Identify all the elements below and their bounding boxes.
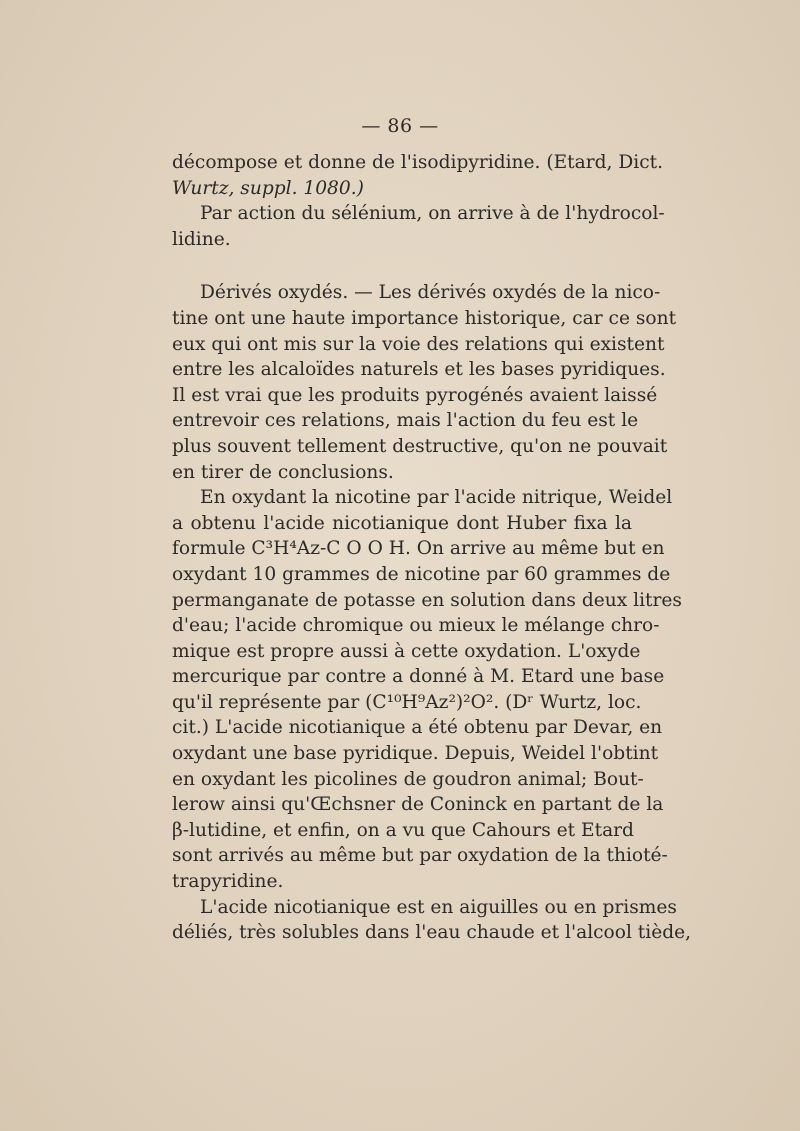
text-line: entre les alcaloïdes naturels et les bases pyridiques. xyxy=(172,359,666,381)
text-line: oxydant 10 grammes de nicotine par 60 grammes de xyxy=(172,563,671,585)
paragraph-gap xyxy=(172,252,632,280)
text-line: d'eau; l'acide chromique ou mieux le mélange chro- xyxy=(172,615,660,637)
body-text xyxy=(172,150,692,946)
text-line: sont arrivés au même but par oxydation de la thioté- xyxy=(172,845,668,867)
text-line: en tirer de conclusions. xyxy=(172,461,394,483)
text-line: en oxydant les picolines de goudron animal; Bout- xyxy=(172,768,644,790)
text-line: permanganate de potasse en solution dans deux litres xyxy=(172,589,682,611)
text-line: oxydant une base pyridique. Depuis, Weidel l'obtint xyxy=(172,743,659,765)
text-line: plus souvent tellement destructive, qu'on ne pouvait xyxy=(172,435,668,457)
text-line: L'acide nicotianique est en aiguilles ou en prismes xyxy=(200,896,677,918)
text-line: mercurique par contre a donné à M. Etard une base xyxy=(172,666,665,688)
text-line: lidine. xyxy=(172,228,231,250)
text-line: Par action du sélénium, on arrive à de l'hydrocol- xyxy=(200,203,665,225)
text-line: lerow ainsi qu'Œchsner de Coninck en partant de la xyxy=(172,794,664,816)
text-line: mique est propre aussi à cette oxydation. L'oxyde xyxy=(172,640,641,662)
text-line: Il est vrai que les produits pyrogénés avaient laissé xyxy=(172,384,658,406)
page-number: — 86 — xyxy=(361,115,439,137)
text-line: trapyridine. xyxy=(172,871,284,893)
text-line: entrevoir ces relations, mais l'action du feu est le xyxy=(172,410,639,432)
section-heading-line: Dérivés oxydés. — Les dérivés oxydés de la nico- xyxy=(200,282,661,304)
text-line: formule C³H⁴Az-C O O H. On arrive au même but en xyxy=(172,538,665,560)
text-line: Wurtz, suppl. 1080.) xyxy=(172,177,364,199)
text-line: En oxydant la nicotine par l'acide nitrique, Weidel xyxy=(200,487,673,509)
text-line: tine ont une haute importance historique, car ce sont xyxy=(172,307,677,329)
text-line: a obtenu l'acide nicotianique dont Huber fixa la xyxy=(172,512,632,534)
text-line: décompose et donne de l'isodipyridine. (Etard, Dict. xyxy=(172,152,663,173)
text-line: β-lutidine, et enfin, on a vu que Cahours et Etard xyxy=(172,819,634,841)
text-line: cit.) L'acide nicotianique a été obtenu par Devar, en xyxy=(172,717,663,739)
text-line: déliés, très solubles dans l'eau chaude et l'alcool tiède, xyxy=(172,922,692,944)
text-line: eux qui ont mis sur la voie des relations qui existent xyxy=(172,333,665,355)
text-line: qu'il représente par (C¹⁰H⁹Az²)²O². (Dʳ Wurtz, loc. xyxy=(172,691,642,713)
